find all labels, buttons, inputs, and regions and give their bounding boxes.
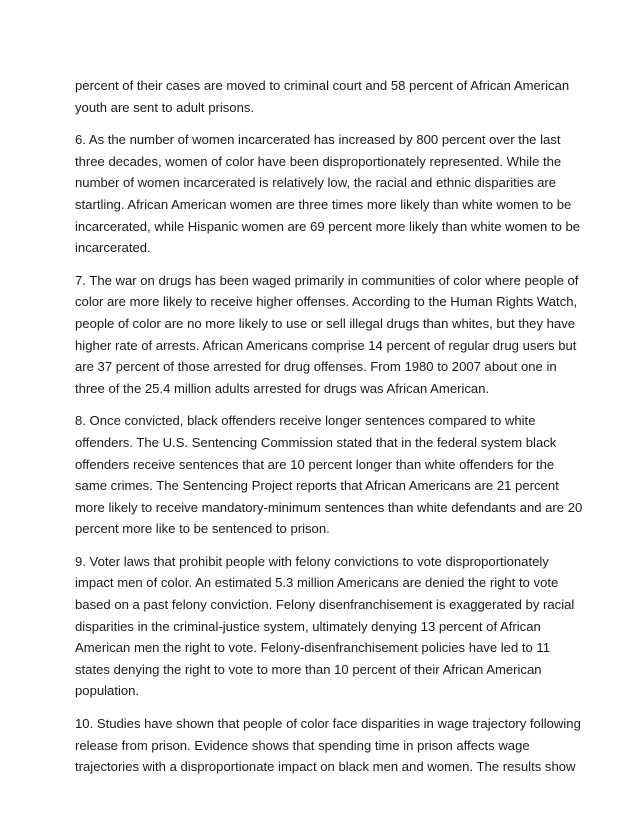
text-line: people of color are no more likely to use or sell illegal drugs than whites, but they have [75,315,576,331]
text-line: color are more likely to receive higher offenses. According to the Human Rights Watch, [75,294,578,310]
paragraph-continuation [75,75,570,118]
document-page [75,75,583,789]
text-line: 7. The war on drugs has been waged primarily in communities of color where people of [75,272,579,288]
text-line: same crimes. The Sentencing Project reports that African Americans are 21 percent [75,478,559,494]
text-line: startling. African American women are three times more likely than white women to be [75,196,572,212]
text-line: more likely to receive mandatory-minimum sentences than white defendants and are 20 [75,499,583,515]
text-line: percent more like to be sentenced to prison. [75,521,330,537]
text-line: states denying the right to vote to more than 10 percent of their African American [75,661,542,677]
text-line: population. [75,683,140,699]
paragraph-item-7 [75,270,579,400]
paragraph-item-6 [75,129,581,259]
text-line: are 37 percent of those arrested for drug offenses. From 1980 to 2007 about one in [75,359,557,375]
paragraph-item-10 [75,713,581,778]
text-line: 8. Once convicted, black offenders receive longer sentences compared to white [75,413,536,429]
text-line: American men the right to vote. Felony-disenfranchisement policies have led to 11 [75,640,551,656]
text-line: disparities in the criminal-justice system, ultimately denying 13 percent of African [75,618,541,634]
paragraph-item-8 [75,410,583,540]
text-line: trajectories with a disproportionate impact on black men and women. The results show [75,759,576,775]
text-line: offenders. The U.S. Sentencing Commission stated that in the federal system black [75,434,557,450]
text-line: offenders receive sentences that are 10 percent longer than white offenders for the [75,456,555,472]
text-line: three decades, women of color have been disproportionately represented. While the [75,153,562,169]
paragraph-item-9 [75,551,575,702]
text-line: number of women incarcerated is relatively low, the racial and ethnic disparities are [75,175,557,191]
text-line: impact men of color. An estimated 5.3 million Americans are denied the right to vote [75,575,559,591]
text-line: three of the 25.4 million adults arrested for drugs was African American. [75,380,490,396]
text-line: incarcerated. [75,240,151,256]
text-line: higher rate of arrests. African Americans comprise 14 percent of regular drug users but [75,337,577,353]
text-line: based on a past felony conviction. Felony disenfranchisement is exaggerated by racial [75,597,575,613]
text-line: release from prison. Evidence shows that spending time in prison affects wage [75,737,530,753]
text-line: 10. Studies have shown that people of color face disparities in wage trajectory following [75,716,581,732]
text-line: incarcerated, while Hispanic women are 69 percent more likely than white women to be [75,218,581,234]
text-line: percent of their cases are moved to criminal court and 58 percent of African American [75,78,570,93]
text-line: 6. As the number of women incarcerated has increased by 800 percent over the last [75,132,561,148]
text-line: youth are sent to adult prisons. [75,99,255,115]
text-line: 9. Voter laws that prohibit people with felony convictions to vote disproportionately [75,553,549,569]
